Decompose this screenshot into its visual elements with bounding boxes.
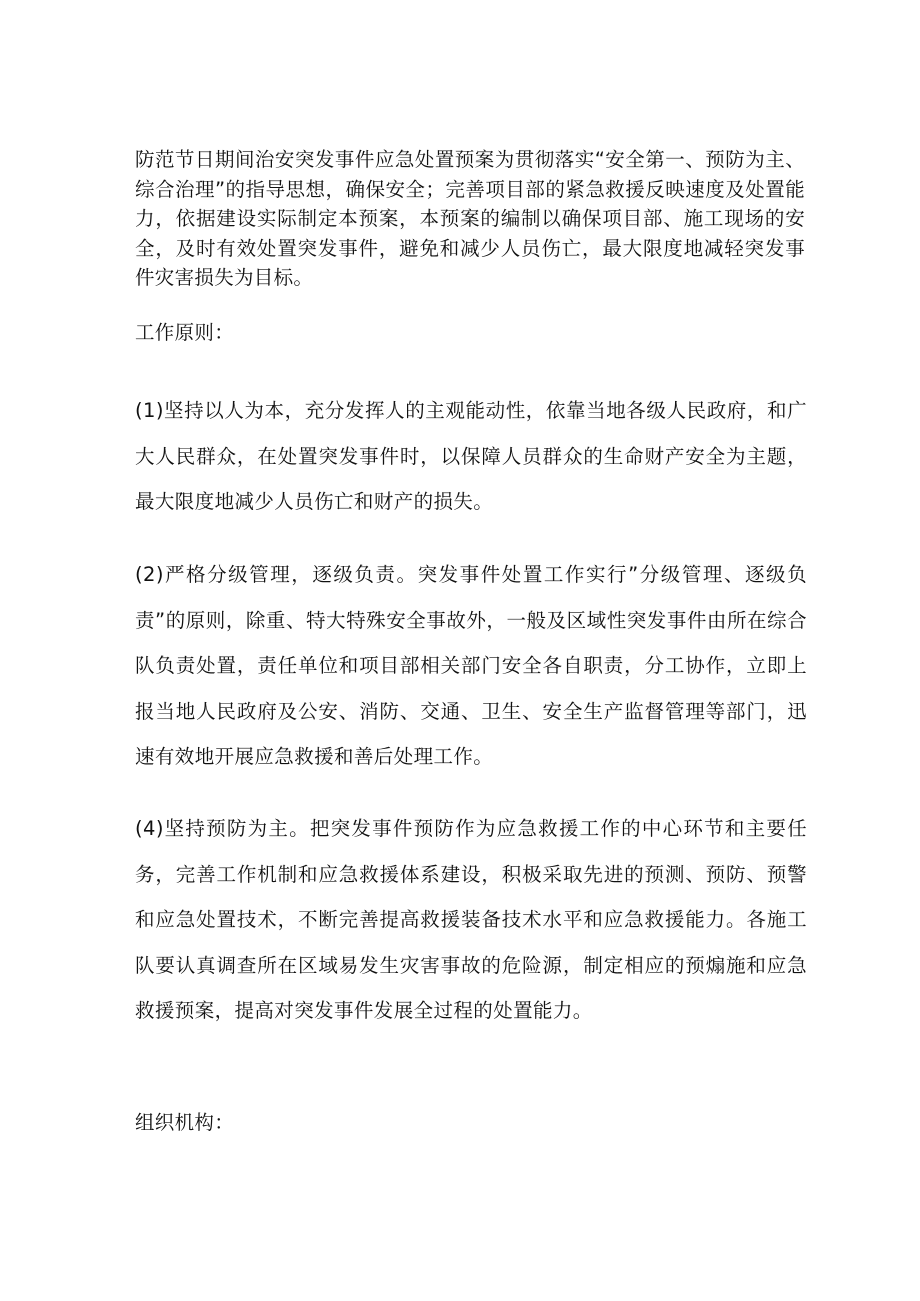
principle-paragraph-2: (2)严格分级管理，逐级负责。突发事件处置工作实行”分级管理、逐级负责”的原则，除重、特大特殊安全事故外，一般及区域性突发事件由所在综合队负责处置，责任单位和项目部相关部门安全各自职责，分工协作，立即上报当地人民政府及公安、消防、交通、卫生、安全生产监督管理等部门，迅速有效地开展应急救援和善后处理工作。 [135, 563, 807, 768]
organization-heading: 组织机构： [135, 1111, 235, 1134]
principle-paragraph-1: (1)坚持以人为本，充分发挥人的主观能动性，依靠当地各级人民政府，和广大人民群众，在处置突发事件时，以保障人员群众的生命财产安全为主题，最大限度地减少人员伤亡和财产的损失。 [135, 399, 807, 513]
principles-heading: 工作原则： [135, 321, 235, 344]
principle-paragraph-4: (4)坚持预防为主。把突发事件预防作为应急救援工作的中心环节和主要任务，完善工作机制和应急救援体系建设，积极采取先进的预测、预防、预警和应急处置技术，不断完善提高救援装备技术水平和应急救援能力。各施工队要认真调查所在区域易发生灾害事故的危险源，制定相应的预煽施和应急救援预案，提高对突发事件发展全过程的处置能力。 [135, 817, 807, 1022]
intro-paragraph: 防范节日期间治安突发事件应急处置预案为贯彻落实“安全第一、预防为主、综合治理”的指导思想，确保安全；完善项目部的紧急救援反映速度及处置能力，依据建设实际制定本预案，本预案的编制以确保项目部、施工现场的安全，及时有效处置突发事件，避免和减少人员伤亡，最大限度地减轻突发事件灾害损失为目标。 [135, 148, 805, 289]
